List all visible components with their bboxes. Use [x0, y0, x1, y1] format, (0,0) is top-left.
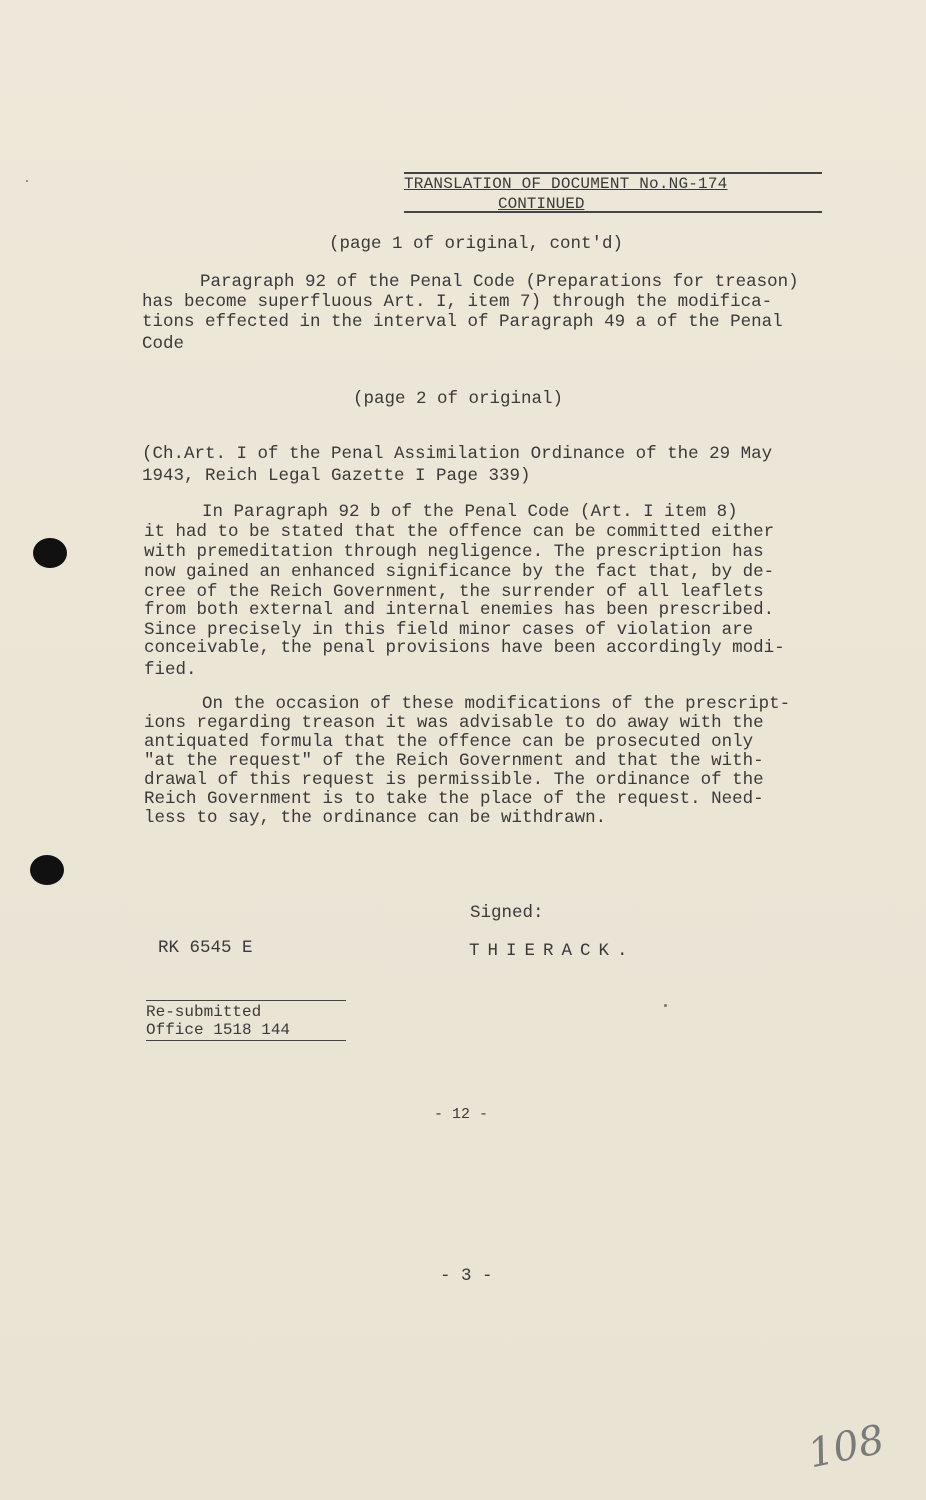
para2-line: fied.	[144, 660, 197, 680]
para2-line: cree of the Reich Government, the surrender of all leaflets	[144, 582, 764, 602]
document-subtitle: CONTINUED	[498, 195, 585, 213]
para3-line: On the occasion of these modifications of the prescript-	[202, 694, 791, 714]
para1-line: tions effected in the interval of Paragraph 49 a of the Penal	[142, 312, 783, 332]
page-note-1: (page 1 of original, cont'd)	[329, 234, 624, 254]
signatory-name: THIERACK.	[469, 941, 636, 961]
document-title: TRANSLATION OF DOCUMENT No.NG-174	[404, 175, 728, 193]
para2-line: conceivable, the penal provisions have been accordingly modi-	[144, 638, 785, 658]
para3-line: antiquated formula that the offence can be prosecuted only	[144, 732, 754, 752]
para1-line: has become superfluous Art. I, item 7) through the modifica-	[142, 292, 773, 312]
para3-line: Reich Government is to take the place of the request. Need-	[144, 789, 764, 809]
ink-speck	[664, 1004, 667, 1007]
para1-line: Paragraph 92 of the Penal Code (Preparations for treason)	[200, 272, 799, 292]
resubmitted-label: Re-submitted	[146, 1003, 262, 1021]
para3-line: "at the request" of the Reich Government and that the with-	[144, 751, 764, 771]
resubmitted-office: Office 1518 144	[146, 1021, 291, 1039]
page-note-2: (page 2 of original)	[353, 389, 564, 409]
resubmitted-rule-bottom	[146, 1040, 346, 1041]
para3-line: drawal of this request is permissible. The ordinance of the	[144, 770, 764, 790]
citation-line: (Ch.Art. I of the Penal Assimilation Ordinance of the 29 May	[142, 444, 773, 464]
citation-line: 1943, Reich Legal Gazette I Page 339)	[142, 466, 531, 486]
resubmitted-rule-top	[146, 1000, 346, 1001]
para3-line: ions regarding treason it was advisable to do away with the	[144, 713, 764, 733]
para3-line: less to say, the ordinance can be withdrawn.	[144, 808, 607, 828]
handwritten-page-number: 108	[804, 1416, 889, 1478]
page-number-inner: - 12 -	[434, 1106, 489, 1123]
header-rule-bottom	[404, 211, 822, 213]
header-rule-top	[404, 172, 822, 174]
para2-line: In Paragraph 92 b of the Penal Code (Art. I item 8)	[202, 502, 738, 522]
para2-line: now gained an enhanced significance by the fact that, by de-	[144, 562, 775, 582]
signed-label: Signed:	[470, 903, 544, 923]
para2-line: with premeditation through negligence. The prescription has	[144, 542, 764, 562]
para2-line: it had to be stated that the offence can be committed either	[144, 522, 775, 542]
ink-speck	[26, 180, 28, 182]
page-number-outer: - 3 -	[440, 1266, 493, 1286]
punch-hole-bottom	[30, 855, 64, 885]
para1-line: Code	[142, 334, 185, 354]
para2-line: from both external and internal enemies has been prescribed.	[144, 600, 775, 620]
reference-number: RK 6545 E	[158, 938, 253, 958]
punch-hole-top	[33, 538, 67, 568]
para2-line: Since precisely in this field minor cases of violation are	[144, 620, 754, 640]
